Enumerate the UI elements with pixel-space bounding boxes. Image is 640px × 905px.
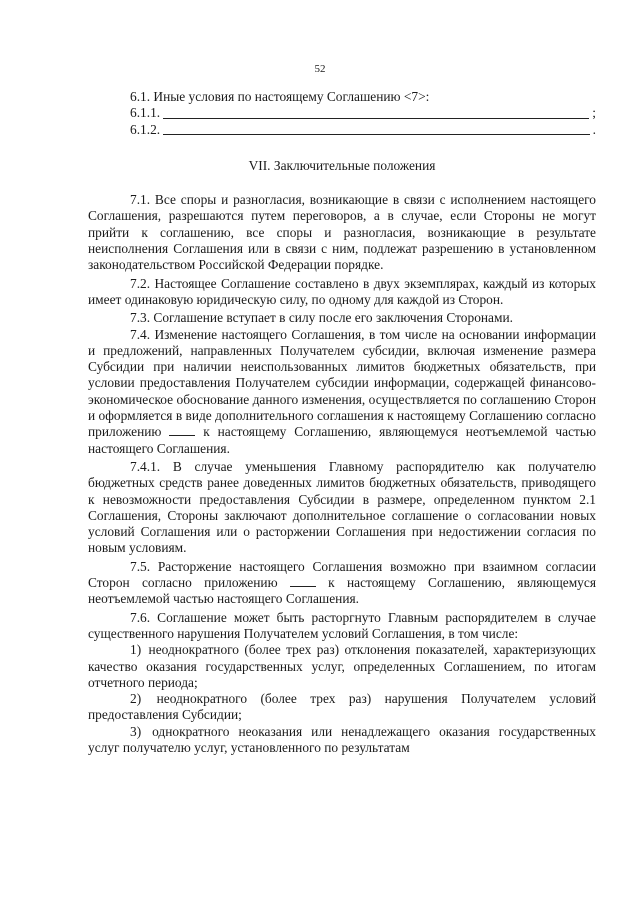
section-7-title: VII. Заключительные положения (248, 157, 436, 173)
section-6-1-heading: 6.1. Иные условия по настоящему Соглашению <7>: (130, 89, 430, 104)
document-body (88, 89, 596, 756)
list-item-3-number: 3) (130, 723, 142, 739)
paragraph-7-4 (88, 327, 596, 457)
item-6-1-2-end: . (592, 121, 596, 137)
item-6-1-1 (88, 105, 596, 121)
paragraph-7-4-text-a: 7.4. Изменение настоящего Соглашения, в том числе на основании информации и предложений, направленных Получателем субсидии, включая изменение размера Субсидии при наличии неиспользованных лимитов бюджетных обязательств, при условии предоставления Получателем субсидии информации, содержащей финансово-экономическое обоснование данного изменения, осуществляется по соглашению Сторон и оформляется в виде дополнительного соглашения к настоящему Соглашению согласно приложению (88, 326, 596, 440)
appendix-number-blank (290, 575, 316, 587)
item-6-1-2-label: 6.1.2. (130, 121, 161, 137)
list-item-2 (88, 691, 596, 724)
paragraph-7-2: 7.2. Настоящее Соглашение составлено в двух экземплярах, каждый из которых имеет одинаковую юридическую силу, по одному для каждой из Сторон. (88, 275, 596, 307)
paragraph-7-6: 7.6. Соглашение может быть расторгнуто Главным распорядителем в случае существенного нарушения Получателем условий Соглашения, в том числе: (88, 609, 596, 641)
paragraph-7-5-text-a: 7.5. Расторжение настоящего Соглашения возможно при взаимном согласии Сторон согласно приложению (88, 558, 596, 591)
list-item-1-text: неоднократного (более трех раз) отклонения показателей, характеризующих качество оказания государственных услуг, определенных Соглашением, по итогам отчетного периода; (88, 642, 596, 690)
appendix-number-blank (169, 424, 195, 436)
list-item-1-number: 1) (130, 642, 142, 658)
paragraph-7-1: 7.1. Все споры и разногласия, возникающие в связи с исполнением настоящего Соглашения, разрешаются путем переговоров, а в случае, если Стороны не могут прийти к соглашению, все споры и разногласия, возникающие в результате неисполнения Соглашения или в связи с ним, подлежат разрешению в установленном законодательством Российской Федерации порядке. (88, 192, 596, 273)
list-item-2-text: неоднократного (более трех раз) нарушения Получателем условий предоставления Субсидии; (88, 691, 596, 723)
paragraph-7-5 (88, 559, 596, 608)
paragraph-7-4-text-b: к настоящему Соглашению, являющемуся неотъемлемой частью настоящего Соглашения. (88, 424, 596, 456)
paragraph-7-4-1: 7.4.1. В случае уменьшения Главному распорядителю как получателю бюджетных средств ранее доведенных лимитов бюджетных обязательств, приводящего к невозможности предоставления Субсидии в размере, определенном пунктом 2.1 Соглашения, Стороны заключают дополнительное соглашение о согласовании новых условий Соглашения или о расторжении Соглашения при недостижении согласия по новым условиям. (88, 458, 596, 556)
item-6-1-2 (88, 122, 596, 138)
item-6-1-1-end: ; (592, 105, 596, 121)
list-item-3-text: однократного неоказания или ненадлежащего оказания государственных услуг получателю услуг, установленного по результатам (88, 723, 596, 755)
page-number: 52 (314, 63, 326, 75)
list-item-3 (88, 724, 596, 757)
item-6-1-1-label: 6.1.1. (130, 105, 161, 121)
list-item-1 (88, 642, 596, 691)
item-6-1-2-blank-line (163, 122, 590, 135)
list-item-2-number: 2) (130, 691, 142, 707)
item-6-1-1-blank-line (163, 106, 589, 119)
paragraph-7-5-text-b: к настоящему Соглашению, являющемуся неотъемлемой частью настоящего Соглашения. (88, 575, 596, 607)
paragraph-7-3: 7.3. Соглашение вступает в силу после его заключения Сторонами. (130, 310, 513, 326)
